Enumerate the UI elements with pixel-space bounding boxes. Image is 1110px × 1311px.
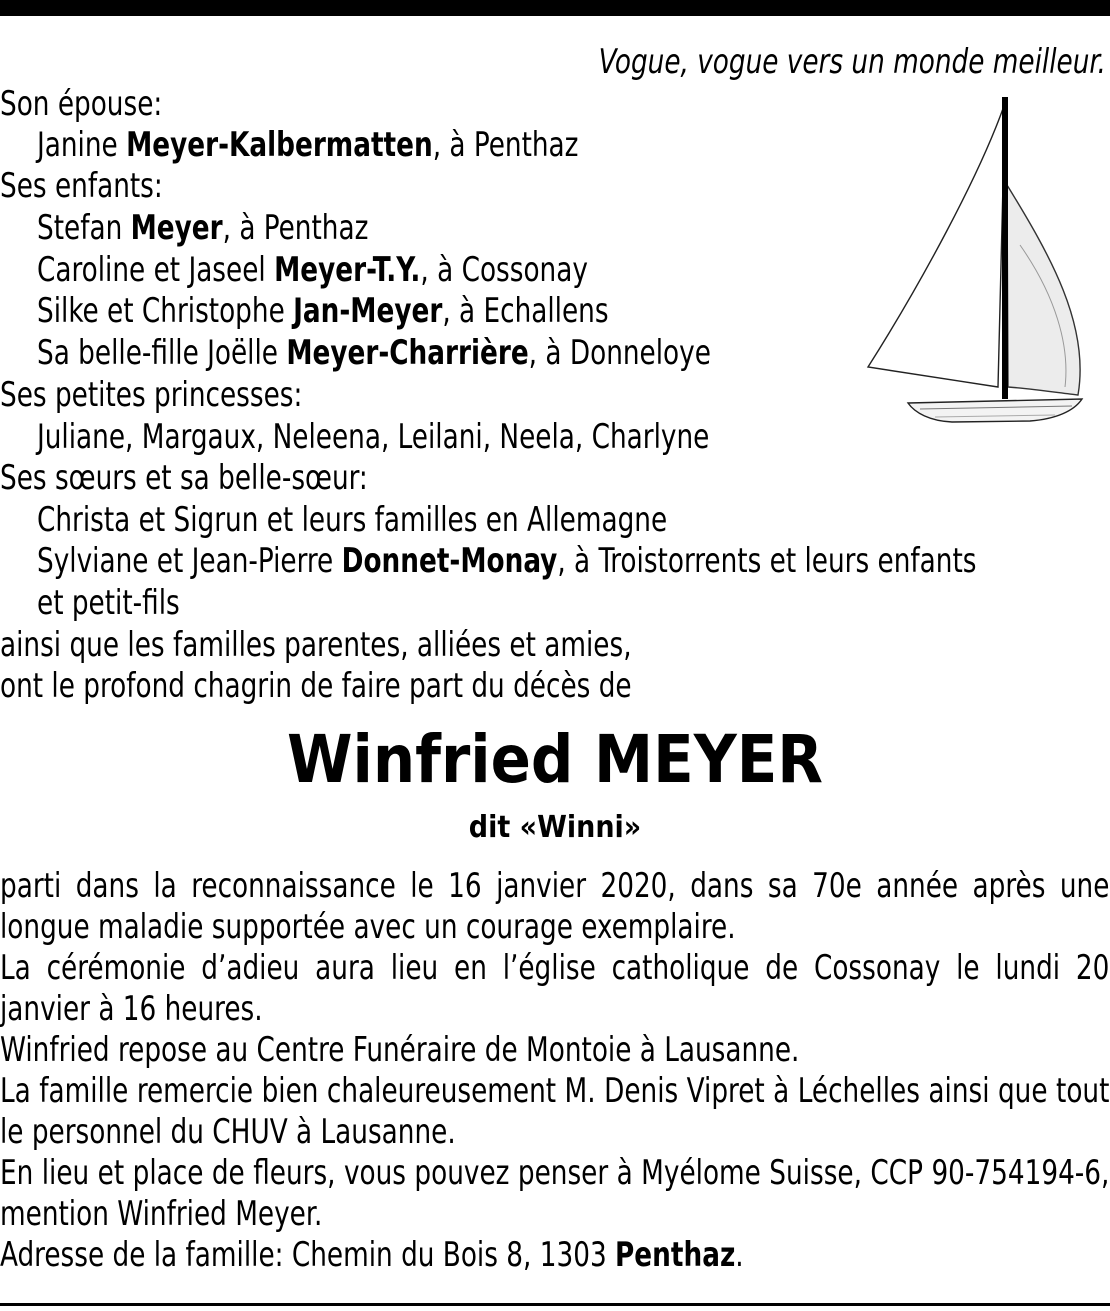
spouse-heading: Son épouse: (0, 84, 163, 124)
notice-paragraph: La cérémonie d’adieu aura lieu en l’église catholique de Cossonay le lundi 20 janvier à 16 heures. (0, 948, 1110, 1029)
deceased-nickname: dit «Winni» (468, 810, 642, 845)
bottom-rule (0, 1303, 1110, 1306)
notice-body (0, 866, 1109, 1276)
child-line: Stefan Meyer, à Penthaz (37, 208, 369, 248)
spouse-line: Janine Meyer-Kalbermatten, à Penthaz (37, 125, 579, 165)
closing-line: ont le profond chagrin de faire part du décès de (0, 666, 632, 706)
notice-paragraph: Winfried repose au Centre Funéraire de Montoie à Lausanne. (0, 1030, 800, 1070)
siblings-heading: Ses sœurs et sa belle-sœur: (0, 458, 368, 498)
notice-paragraph: parti dans la reconnaissance le 16 janvier 2020, dans sa 70e année après une longue maladie supportée avec un courage exemplaire. (0, 866, 1110, 947)
notice-paragraph: La famille remercie bien chaleureusement M. Denis Vipret à Léchelles ainsi que tout le personnel du CHUV à Lausanne. (0, 1071, 1110, 1152)
children-heading: Ses enfants: (0, 166, 163, 206)
top-rule (0, 0, 1110, 16)
motto: Vogue, vogue vers un monde meilleur. (598, 42, 1106, 82)
grandchildren-line: Juliane, Margaux, Neleena, Leilani, Neela, Charlyne (37, 417, 710, 457)
closing-line: ainsi que les familles parentes, alliées et amies, (0, 625, 632, 665)
child-line: Silke et Christophe Jan-Meyer, à Echallens (37, 291, 609, 331)
sibling-line: Christa et Sigrun et leurs familles en Allemagne (37, 500, 668, 540)
child-line: Caroline et Jaseel Meyer-T.Y., à Cossonay (37, 250, 588, 290)
child-line: Sa belle-fille Joëlle Meyer-Charrière, à Donneloye (37, 333, 711, 373)
grandchildren-heading: Ses petites princesses: (0, 375, 303, 415)
sibling-line: et petit-fils (37, 583, 180, 623)
sailboat-icon (860, 95, 1090, 435)
sibling-line: Sylviane et Jean-Pierre Donnet-Monay, à Troistorrents et leurs enfants (37, 541, 977, 581)
notice-paragraph: En lieu et place de fleurs, vous pouvez penser à Myélome Suisse, CCP 90-754194-6, mention Winfried Meyer. (0, 1153, 1110, 1234)
family-address: Adresse de la famille: Chemin du Bois 8, 1303 Penthaz. (0, 1235, 744, 1275)
deceased-name: Winfried MEYER (287, 721, 823, 798)
